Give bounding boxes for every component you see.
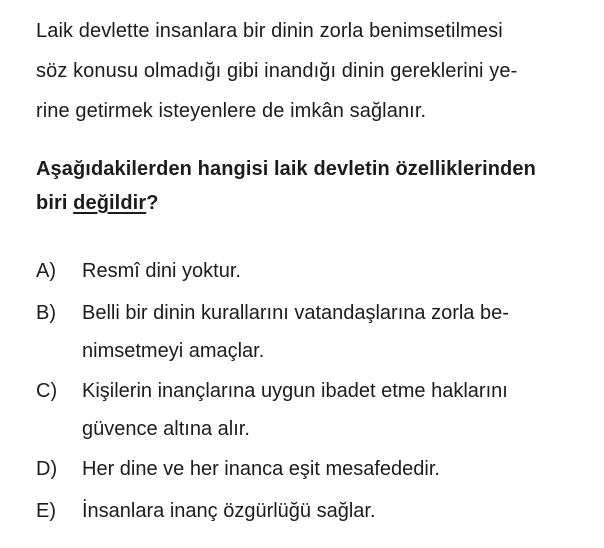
option-d-text-line-1: Her dine ve her inanca eşit mesafededir. (82, 458, 440, 480)
option-a-text-line-1: Resmî dini yoktur. (82, 260, 241, 282)
option-d-letter: D) (36, 458, 58, 480)
question-stem-line-1: Aşağıdakilerden hangisi laik devletin özelliklerinden (36, 158, 536, 180)
question-stem-line-2 (36, 191, 159, 215)
option-e-text-line-1: İnsanlara inanç özgürlüğü sağlar. (82, 500, 376, 522)
option-b-text-line-2: nimsetmeyi amaçlar. (82, 340, 265, 362)
question-suffix: ? (146, 192, 159, 214)
passage-line-2: söz konusu olmadığı gibi inandığı dinin gereklerini ye- (36, 60, 518, 82)
option-c-text-line-2: güvence altına alır. (82, 418, 250, 440)
option-b-text-line-1: Belli bir dinin kurallarını vatandaşlarına zorla be- (82, 302, 509, 324)
passage-line-1: Laik devlette insanlara bir dinin zorla benimsetilmesi (36, 20, 503, 42)
question-emphasis: değildir (73, 192, 147, 214)
option-c-letter: C) (36, 380, 58, 402)
option-b-letter: B) (36, 302, 56, 324)
passage-line-3: rine getirmek isteyenlere de imkân sağlanır. (36, 100, 427, 122)
option-e-letter: E) (36, 500, 56, 522)
option-c-text-line-1: Kişilerin inançlarına uygun ibadet etme haklarını (82, 380, 508, 402)
question-prefix: biri (36, 192, 74, 214)
option-a-letter: A) (36, 260, 56, 282)
